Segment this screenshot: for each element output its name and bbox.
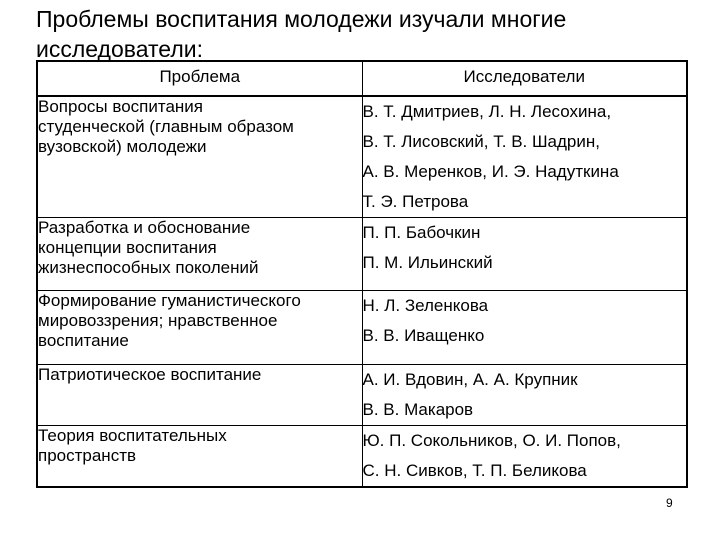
table-row <box>37 365 687 426</box>
researchers-line: Ю. П. Сокольников, О. И. Попов, <box>362 431 621 450</box>
researchers-line: В. Т. Лисовский, Т. В. Шадрин, <box>362 132 600 151</box>
researchers-cell <box>362 96 687 218</box>
table-row <box>37 218 687 291</box>
researchers-line: В. В. Иващенко <box>362 326 485 345</box>
header-problem: Проблема <box>37 61 362 96</box>
table-row <box>37 96 687 218</box>
researchers-cell <box>362 365 687 426</box>
researchers-line: А. В. Меренков, И. Э. Надуткина <box>362 162 619 181</box>
problem-line: Разработка и обоснование <box>38 218 251 237</box>
page-number: 9 <box>666 496 673 510</box>
problem-cell <box>37 365 362 426</box>
table-header-row <box>37 61 687 96</box>
researchers-cell <box>362 426 687 488</box>
title-line: Проблемы воспитания молодежи изучали многие <box>36 6 567 32</box>
problem-line: воспитание <box>38 331 129 350</box>
researchers-line: С. Н. Сивков, Т. П. Беликова <box>362 461 587 480</box>
researchers-line: А. И. Вдовин, А. А. Крупник <box>362 370 578 389</box>
researchers-line: П. М. Ильинский <box>362 253 493 272</box>
problem-line: Теория воспитательных <box>38 426 227 445</box>
problem-line: Вопросы воспитания <box>38 97 203 116</box>
table-row <box>37 291 687 365</box>
slide-title <box>36 4 696 64</box>
problem-line: концепции воспитания <box>38 238 217 257</box>
researchers-cell <box>362 218 687 291</box>
table-row <box>37 426 687 488</box>
problem-cell <box>37 218 362 291</box>
problem-cell <box>37 96 362 218</box>
problem-line: жизнеспособных поколений <box>38 258 259 277</box>
researchers-line: П. П. Бабочкин <box>362 223 481 242</box>
researchers-line: Н. Л. Зеленкова <box>362 296 489 315</box>
researchers-cell <box>362 291 687 365</box>
problem-line: Формирование гуманистического <box>38 291 301 310</box>
title-line: исследователи: <box>36 36 203 62</box>
researchers-line: Т. Э. Петрова <box>362 192 469 211</box>
problem-cell <box>37 291 362 365</box>
header-researchers: Исследователи <box>362 61 687 96</box>
problem-line: пространств <box>38 446 137 465</box>
problem-line: студенческой (главным образом <box>38 117 294 136</box>
researchers-line: В. Т. Дмитриев, Л. Н. Лесохина, <box>362 102 612 121</box>
problem-line: мировоззрения; нравственное <box>38 311 278 330</box>
researchers-line: В. В. Макаров <box>362 400 474 419</box>
problem-line: Патриотическое воспитание <box>38 365 262 384</box>
problem-line: вузовской) молодежи <box>38 137 207 156</box>
researchers-table <box>36 60 688 488</box>
problem-cell <box>37 426 362 488</box>
